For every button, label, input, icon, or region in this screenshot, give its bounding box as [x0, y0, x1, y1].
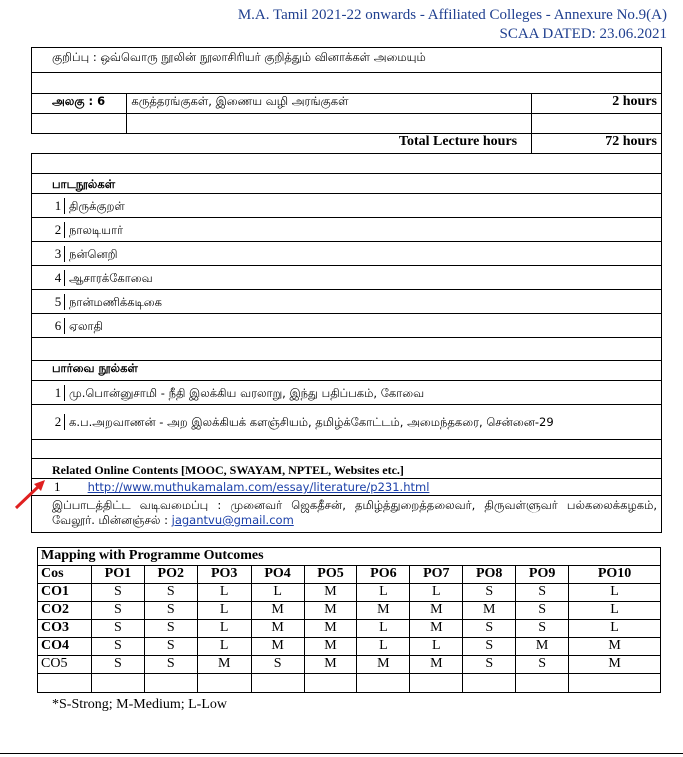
mapping-cell: M — [251, 620, 304, 638]
list-text: நாலடியார் — [69, 222, 123, 237]
list-item — [32, 314, 662, 338]
mapping-cell: CO4 — [38, 638, 92, 656]
mapping-header-cell: PO7 — [410, 566, 463, 584]
mapping-cell: M — [410, 602, 463, 620]
blank-cell — [251, 674, 304, 693]
mapping-cell: M — [304, 656, 357, 674]
list-cell — [32, 266, 662, 290]
mapping-cell: L — [569, 584, 661, 602]
mapping-cell: S — [144, 638, 197, 656]
list-number: 1 — [52, 385, 65, 401]
list-cell — [32, 381, 662, 405]
references-list — [32, 381, 662, 440]
mapping-cell: M — [251, 638, 304, 656]
mapping-cell: L — [569, 602, 661, 620]
unit-title: கருத்தரங்குகள், இணைய வழி அரங்குகள் — [127, 94, 532, 114]
mapping-cell: M — [304, 584, 357, 602]
list-number: 2 — [52, 222, 65, 238]
spacer-row — [32, 73, 662, 94]
mapping-cell: L — [197, 602, 251, 620]
mapping-cell: M — [569, 638, 661, 656]
list-text: மு.பொன்னுசாமி - நீதி இலக்கிய வரலாறு, இந்து பதிப்பகம், கோவை — [69, 385, 425, 400]
list-cell — [32, 218, 662, 242]
online-number: 1 — [54, 479, 61, 494]
table-row — [38, 638, 661, 656]
online-row — [32, 479, 662, 496]
list-text: நான்மணிக்கடிகை — [69, 294, 162, 309]
mapping-cell: L — [410, 638, 463, 656]
red-arrow-icon — [12, 478, 48, 512]
list-item — [32, 381, 662, 405]
mapping-cell: L — [251, 584, 304, 602]
table-row — [38, 656, 661, 674]
mapping-cell: L — [357, 638, 410, 656]
page-divider — [0, 753, 683, 754]
list-number: 2 — [52, 414, 65, 430]
textbooks-heading: பாடநூல்கள் — [32, 174, 662, 194]
table-row — [38, 620, 661, 638]
mapping-cell: L — [197, 584, 251, 602]
list-number: 5 — [52, 294, 65, 310]
mapping-cell: M — [304, 638, 357, 656]
document-header-line2: SCAA DATED: 23.06.2021 — [499, 26, 667, 42]
mapping-cell: M — [357, 656, 410, 674]
table-row — [38, 602, 661, 620]
mapping-header-cell: PO8 — [463, 566, 516, 584]
list-number: 6 — [52, 318, 65, 334]
mapping-cell: S — [144, 584, 197, 602]
mapping-header-cell: PO4 — [251, 566, 304, 584]
mapping-cell: L — [357, 584, 410, 602]
mapping-cell: S — [463, 656, 516, 674]
mapping-cell: CO5 — [38, 656, 92, 674]
blank-cell — [304, 674, 357, 693]
designer-info — [32, 496, 662, 533]
mapping-cell: M — [410, 620, 463, 638]
note-text: குறிப்பு : ஒவ்வொரு நூலின் நூலாசிரியர் குறித்தும் வினாக்கள் அமையும் — [32, 48, 662, 73]
blank-cell — [91, 674, 144, 693]
mapping-cell: L — [357, 620, 410, 638]
mapping-cell: S — [91, 602, 144, 620]
mapping-cell: S — [516, 584, 569, 602]
list-number: 4 — [52, 270, 65, 286]
online-link[interactable]: http://www.muthukamalam.com/essay/literature/p231.html — [87, 480, 430, 494]
mapping-cell: S — [144, 620, 197, 638]
unit-label: அலகு : 6 — [32, 94, 127, 114]
mapping-cell: S — [516, 620, 569, 638]
mapping-header-cell: PO5 — [304, 566, 357, 584]
spacer-row — [32, 440, 662, 459]
blank-cell — [38, 674, 92, 693]
mapping-cell: M — [304, 602, 357, 620]
blank-cell — [144, 674, 197, 693]
mapping-cell: S — [251, 656, 304, 674]
unit-hours: 2 hours — [532, 94, 662, 114]
list-item — [32, 218, 662, 242]
textbooks-list — [32, 194, 662, 338]
list-item — [32, 405, 662, 440]
list-item — [32, 242, 662, 266]
list-item — [32, 290, 662, 314]
list-text: க.ப.அறவாணன் - அற இலக்கியக் களஞ்சியம், தமிழ்க்கோட்டம், அமைந்தகரை, சென்னை-29 — [69, 415, 554, 429]
document-header-line1: M.A. Tamil 2021-22 onwards - Affiliated Colleges - Annexure No.9(A) — [237, 7, 667, 23]
list-cell — [32, 242, 662, 266]
list-cell — [32, 314, 662, 338]
blank-cell — [516, 674, 569, 693]
mapping-cell: CO3 — [38, 620, 92, 638]
mapping-cell: M — [569, 656, 661, 674]
blank-cell — [463, 674, 516, 693]
blank-cell — [197, 674, 251, 693]
blank-cell — [32, 114, 127, 134]
mapping-header-cell: PO2 — [144, 566, 197, 584]
blank-cell — [569, 674, 661, 693]
designer-text: இப்பாடத்திட்ட வடிவமைப்பு : முனைவர் ஜெகதீசன், தமிழ்த்துறைத்தலைவர், திருவள்ளுவர் பல்கலைக்கழகம், வேலூர். மின்னஞ்சல் : — [52, 498, 657, 527]
mapping-cell: S — [91, 584, 144, 602]
mapping-header-cell: PO9 — [516, 566, 569, 584]
mapping-cell: L — [197, 638, 251, 656]
list-text: நன்னெறி — [69, 246, 118, 261]
mapping-header-cell: PO3 — [197, 566, 251, 584]
blank-cell — [532, 114, 662, 134]
list-text: ஏலாதி — [69, 318, 103, 333]
blank-row — [38, 674, 661, 693]
list-cell — [32, 194, 662, 218]
total-value: 72 hours — [532, 134, 662, 154]
designer-email[interactable]: jagantvu@gmail.com — [171, 513, 294, 527]
list-text: ஆசாரக்கோவை — [69, 270, 153, 285]
spacer-row — [32, 338, 662, 361]
mapping-table — [37, 547, 661, 693]
references-heading: பார்வை நூல்கள் — [32, 361, 662, 381]
mapping-header-cell: PO6 — [357, 566, 410, 584]
mapping-header-cell: PO10 — [569, 566, 661, 584]
blank-cell — [410, 674, 463, 693]
blank-cell — [357, 674, 410, 693]
mapping-cell: S — [91, 638, 144, 656]
mapping-cell: S — [144, 656, 197, 674]
table-row — [38, 584, 661, 602]
list-cell — [32, 290, 662, 314]
list-number: 3 — [52, 246, 65, 262]
mapping-cell: M — [410, 656, 463, 674]
mapping-cell: S — [91, 656, 144, 674]
mapping-cell: S — [516, 656, 569, 674]
footnote: *S-Strong; M-Medium; L-Low — [52, 697, 227, 712]
mapping-header-cell: Cos — [38, 566, 92, 584]
mapping-cell: S — [91, 620, 144, 638]
mapping-cell: S — [516, 602, 569, 620]
mapping-cell: M — [251, 602, 304, 620]
mapping-cell: S — [144, 602, 197, 620]
mapping-header-row — [38, 566, 661, 584]
mapping-cell: S — [463, 584, 516, 602]
mapping-header-cell: PO1 — [91, 566, 144, 584]
mapping-cell: L — [197, 620, 251, 638]
mapping-cell: L — [410, 584, 463, 602]
mapping-title: Mapping with Programme Outcomes — [38, 548, 661, 566]
list-number: 1 — [52, 198, 65, 214]
syllabus-table — [31, 47, 662, 533]
mapping-cell: S — [463, 620, 516, 638]
mapping-cell: CO1 — [38, 584, 92, 602]
list-text: திருக்குறள் — [69, 198, 125, 213]
blank-cell — [127, 114, 532, 134]
mapping-cell: M — [516, 638, 569, 656]
total-label: Total Lecture hours — [32, 134, 532, 154]
mapping-cell: L — [569, 620, 661, 638]
mapping-cell: M — [463, 602, 516, 620]
mapping-cell: S — [463, 638, 516, 656]
mapping-cell: CO2 — [38, 602, 92, 620]
list-cell — [32, 405, 662, 440]
mapping-cell: M — [197, 656, 251, 674]
mapping-cell: M — [357, 602, 410, 620]
online-heading: Related Online Contents [MOOC, SWAYAM, NPTEL, Websites etc.] — [32, 459, 662, 479]
mapping-cell: M — [304, 620, 357, 638]
spacer-row — [32, 154, 662, 174]
list-item — [32, 266, 662, 290]
list-item — [32, 194, 662, 218]
